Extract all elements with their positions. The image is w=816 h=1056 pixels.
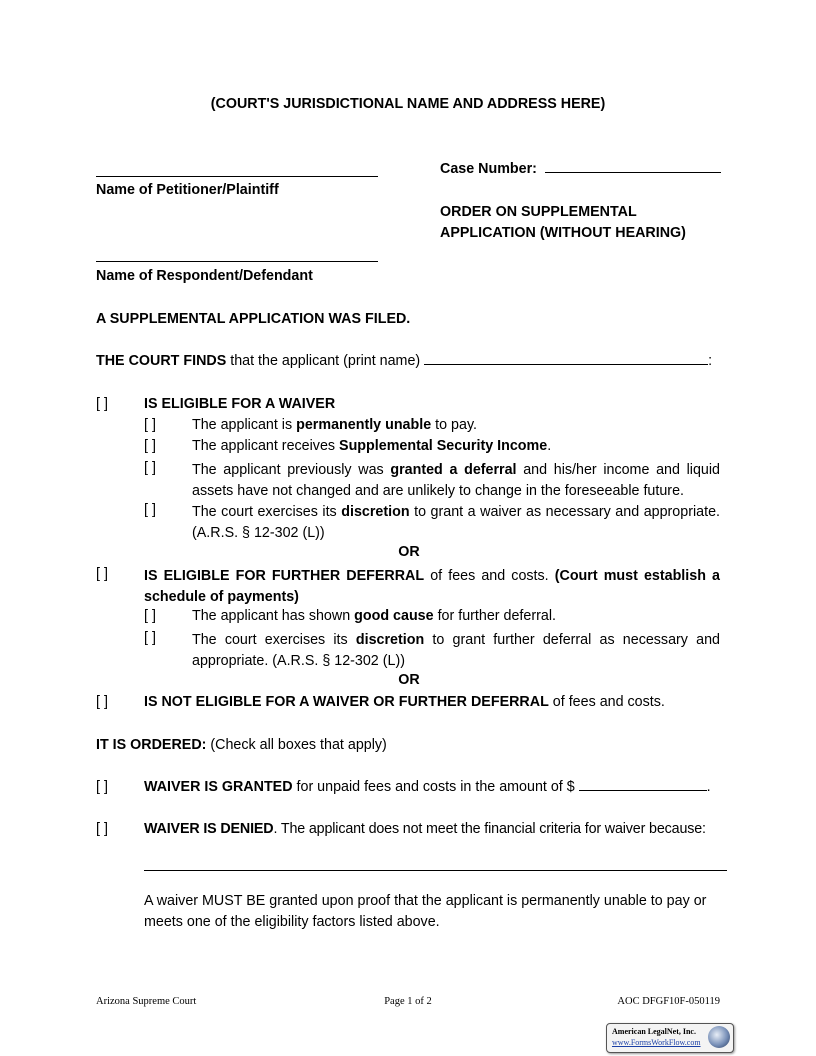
deferral-item-2: The court exercises its discretion to grant further deferral as necessary and appropriate. (A.R.S. § 12-302 (L)) [192, 632, 720, 669]
waiver-item-1-checkbox[interactable]: [ ] [144, 417, 156, 433]
case-number-row [440, 161, 721, 177]
denied-text: WAIVER IS DENIED. The applicant does not meet the financial criteria for waiver because: [144, 821, 706, 837]
deferral-checkbox[interactable]: [ ] [96, 566, 108, 582]
waiver-item-2: The applicant receives Supplemental Security Income. [192, 438, 552, 454]
order-title-line1: ORDER ON SUPPLEMENTAL [440, 204, 637, 220]
waiver-item-2-checkbox[interactable]: [ ] [144, 438, 156, 454]
granted-checkbox[interactable]: [ ] [96, 779, 108, 795]
not-eligible-text: IS NOT ELIGIBLE FOR A WAIVER OR FURTHER DEFERRAL of fees and costs. [144, 694, 665, 710]
granted-amount-field[interactable] [579, 790, 707, 791]
court-finds-lead: THE COURT FINDS [96, 353, 227, 369]
respondent-name-field[interactable] [96, 249, 378, 262]
legalnet-badge[interactable] [606, 1023, 734, 1053]
case-number-field[interactable] [545, 172, 721, 173]
waiver-heading: IS ELIGIBLE FOR A WAIVER [144, 396, 336, 412]
court-header: (COURT'S JURISDICTIONAL NAME AND ADDRESS HERE) [210, 96, 606, 112]
footer-page: Page 1 of 2 [384, 996, 432, 1007]
court-finds-colon: : [708, 353, 713, 369]
petitioner-label: Name of Petitioner/Plaintiff [96, 182, 279, 198]
ordered-heading: IT IS ORDERED: (Check all boxes that apply) [96, 737, 387, 753]
petitioner-name-field[interactable] [96, 164, 378, 177]
not-eligible-checkbox[interactable]: [ ] [96, 694, 108, 710]
waiver-item-4: The court exercises its discretion to grant a waiver as necessary and appropriate. (A.R.S. § 12-302 (L)) [192, 504, 720, 541]
denied-reason-field[interactable] [144, 858, 727, 871]
filed-statement: A SUPPLEMENTAL APPLICATION WAS FILED. [96, 311, 411, 327]
badge-link[interactable]: www.FormsWorkFlow.com [612, 1038, 701, 1047]
order-title-line2: APPLICATION (WITHOUT HEARING) [440, 225, 686, 241]
waiver-item-3-checkbox[interactable]: [ ] [144, 460, 156, 476]
deferral-item-1-checkbox[interactable]: [ ] [144, 608, 156, 624]
court-finds-row [96, 353, 712, 369]
waiver-checkbox[interactable]: [ ] [96, 396, 108, 412]
denied-checkbox[interactable]: [ ] [96, 821, 108, 837]
waiver-item-3: The applicant previously was granted a deferral and his/her income and liquid assets have not changed and are unlikely to change in the foreseeable future. [192, 462, 721, 499]
court-finds-text: that the applicant (print name) [226, 353, 425, 369]
or-separator-1: OR [398, 544, 420, 560]
deferral-heading: IS ELIGIBLE FOR FURTHER DEFERRAL of fees and costs. (Court must establish a schedule of payments) [144, 568, 720, 605]
or-separator-2: OR [398, 672, 420, 688]
granted-text: WAIVER IS GRANTED for unpaid fees and costs in the amount of $ . [144, 779, 711, 795]
badge-company: American LegalNet, Inc. [612, 1027, 696, 1036]
respondent-label: Name of Respondent/Defendant [96, 268, 313, 284]
case-number-label: Case Number: [440, 161, 537, 177]
waiver-item-1: The applicant is permanently unable to pay. [192, 417, 478, 433]
notice-text: A waiver MUST BE granted upon proof that the applicant is permanently unable to pay or meets one of the eligibility factors listed above. [144, 893, 707, 930]
waiver-item-4-checkbox[interactable]: [ ] [144, 502, 156, 518]
footer-right: AOC DFGF10F-050119 [617, 996, 720, 1007]
deferral-item-1: The applicant has shown good cause for further deferral. [192, 608, 556, 624]
footer-left: Arizona Supreme Court [96, 996, 197, 1007]
globe-logo-icon [708, 1026, 730, 1048]
deferral-item-2-checkbox[interactable]: [ ] [144, 630, 156, 646]
applicant-name-field[interactable] [424, 364, 708, 365]
